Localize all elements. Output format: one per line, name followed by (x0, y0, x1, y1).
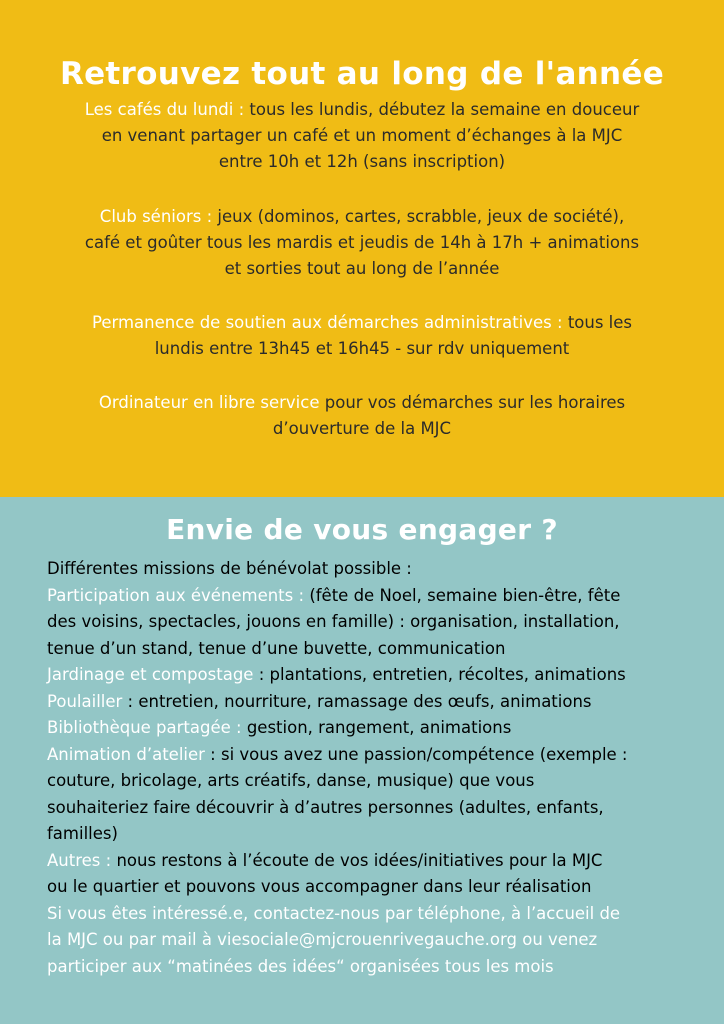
club-line-3: et sorties tout au long de l’année (224, 259, 500, 278)
permanence-line-2: lundis entre 13h45 et 16h45 - sur rdv uniquement (154, 339, 570, 358)
bibliotheque-text: gestion, rangement, animations (246, 718, 512, 737)
animation-label: Animation d’atelier (47, 744, 211, 764)
cafes-label: Les cafés du lundi : (84, 100, 250, 119)
cafes-line-2: en venant partager un café et un moment d’échanges à la MJC (101, 126, 623, 145)
participation-line-2: des voisins, spectacles, jouons en famille) : organisation, installation, (47, 612, 620, 631)
contact-paragraph (47, 901, 687, 981)
club-label: Club séniors : (99, 207, 218, 226)
mission-animation (47, 742, 687, 848)
jardinage-label: Jardinage et compostage (47, 665, 259, 684)
participation-label: Participation aux événements : (47, 585, 310, 605)
autres-line-2: ou le quartier et pouvons vous accompagner dans leur réalisation (47, 877, 592, 896)
bibliotheque-label: Bibliothèque partagée : (47, 718, 247, 737)
permanence-label: Permanence de soutien aux démarches administratives : (91, 313, 568, 332)
animation-line-1: : si vous avez une passion/compétence (exemple : (210, 744, 628, 764)
cafes-line-3: entre 10h et 12h (sans inscription) (218, 152, 506, 171)
yearly-activities-section (0, 0, 724, 497)
permanence-line-1: tous les (567, 313, 633, 332)
animation-line-3: souhaiteriez faire découvrir à d’autres personnes (adultes, enfants, (47, 797, 604, 817)
poulailler-label: Poulailler (47, 691, 128, 711)
permanence-block (30, 310, 694, 362)
ordinateur-block (30, 390, 694, 442)
cafes-du-lundi-block (30, 97, 694, 175)
mission-poulailler (47, 689, 687, 716)
participation-line-1: (fête de Noel, semaine bien-être, fête (309, 585, 621, 605)
missions-intro: Différentes missions de bénévolat possible : (47, 559, 412, 578)
poulailler-text: : entretien, nourriture, ramassage des œufs, animations (127, 691, 592, 711)
jardinage-text: : plantations, entretien, récoltes, animations (258, 665, 626, 684)
participation-line-3: tenue d’un stand, tenue d’une buvette, communication (47, 638, 506, 658)
ordinateur-line-2: d’ouverture de la MJC (272, 419, 452, 438)
volunteer-missions-list (47, 556, 687, 980)
mission-jardinage (47, 662, 687, 689)
mission-bibliotheque (47, 715, 687, 742)
section-title-engage: Envie de vous engager ? (166, 513, 558, 546)
contact-line-3: participer aux “matinées des idées“ organisées tous les mois (47, 956, 554, 976)
animation-line-4: familles) (47, 824, 118, 843)
club-line-2: café et goûter tous les mardis et jeudis de 14h à 17h + animations (84, 233, 640, 252)
club-seniors-block (30, 204, 694, 282)
mission-autres (47, 848, 687, 901)
autres-line-1: nous restons à l’écoute de vos idées/initiatives pour la MJC (116, 850, 603, 870)
contact-line-2: la MJC ou par mail à viesociale@mjcrouenrivegauche.org ou venez (47, 930, 598, 949)
contact-line-1: Si vous êtes intéressé.e, contactez-nous par téléphone, à l’accueil de (47, 903, 621, 923)
mission-participation (47, 583, 687, 663)
ordinateur-line-1: pour vos démarches sur les horaires (324, 393, 626, 412)
club-line-1: jeux (dominos, cartes, scrabble, jeux de société), (217, 207, 625, 226)
ordinateur-label: Ordinateur en libre service (98, 393, 325, 412)
cafes-line-1: tous les lundis, débutez la semaine en douceur (249, 100, 640, 119)
autres-label: Autres : (47, 850, 117, 870)
animation-line-2: couture, bricolage, arts créatifs, danse, musique) que vous (47, 771, 535, 790)
section-title-yearly: Retrouvez tout au long de l'année (59, 56, 665, 92)
